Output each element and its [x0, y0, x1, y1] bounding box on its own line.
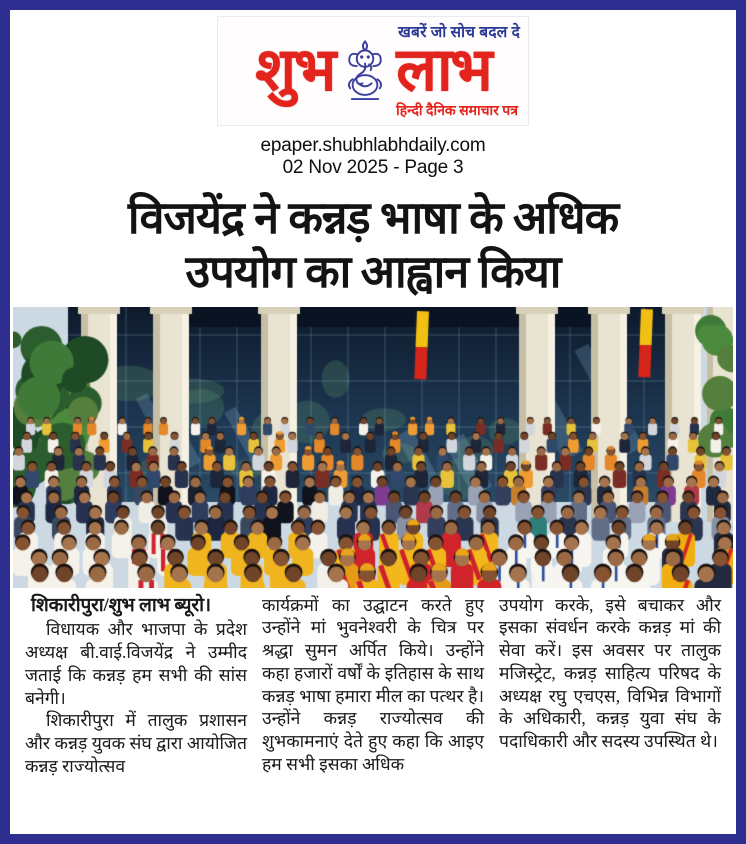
logo-word-labh: लाभ: [396, 37, 491, 104]
group-photo-canvas: [13, 307, 733, 588]
epaper-url: epaper.shubhlabhdaily.com: [260, 135, 486, 156]
article-paragraph: कार्यक्रमों का उद्घाटन करते हुए उन्होंने मां भुवनेश्वरी के चित्र पर श्रद्धा सुमन अर्पित किये। उन्होंने कहा हजारों वर्षों के इतिहास के साथ कन्नड़ भाषा हमारा मील का पत्थर है। उन्होंने कन्नड़ राज्योत्सव की शुभकामनाएं देते हुए कहा कि आइए हम सभी इसका अधिक: [262, 594, 484, 774]
masthead-logo: [222, 38, 524, 104]
article-headline: [16, 191, 730, 299]
article-paragraph: विधायक और भाजपा के प्रदेश अध्यक्ष बी.वाई.विजयेंद्र ने उम्मीद जताई कि कन्नड़ हम सभी की सांस बनेगी।: [25, 619, 247, 708]
article-dateline: शिकारीपुरा/शुभ लाभ ब्यूरो।: [31, 594, 211, 616]
masthead-tagline: खबरें जो सोच बदल दे: [398, 24, 520, 41]
masthead-logo-box: [217, 16, 529, 126]
article-body: [25, 594, 721, 778]
article-column-3: [499, 594, 721, 778]
article-paragraph: शिकारीपुरा में तालुक प्रशासन और कन्नड़ युवक संघ द्वारा आयोजित कन्नड़ राज्योत्सव: [25, 710, 247, 776]
headline-line1: विजयेंद्र ने कन्नड़ भाषा के अधिक: [127, 192, 619, 243]
date-page-label: 02 Nov 2025 - Page 3: [282, 156, 464, 178]
masthead-subtitle: हिन्दी दैनिक समाचार पत्र: [396, 104, 518, 119]
logo-word-shubh: शुभ: [255, 37, 335, 104]
article-column-2: [262, 594, 484, 778]
headline-line2: उपयोग का आह्वान किया: [185, 246, 561, 297]
article-paragraph: उपयोग करके, इसे बचाकर और इसका संवर्धन करके कन्नड़ मां की सेवा करें। इस अवसर पर तालुक मजिस्ट्रेट, कन्नड़ साहित्य परिषद के अध्यक्ष रघु एचएस, विभिन्न विभागों के अधिकारी, कन्नड़ युवा संघ के पदाधिकारी और सदस्य उपस्थित थे।: [499, 594, 721, 752]
group-photo: [13, 307, 733, 588]
ganesha-icon: [337, 38, 393, 104]
article-column-1: [25, 594, 247, 778]
masthead: [10, 16, 736, 179]
